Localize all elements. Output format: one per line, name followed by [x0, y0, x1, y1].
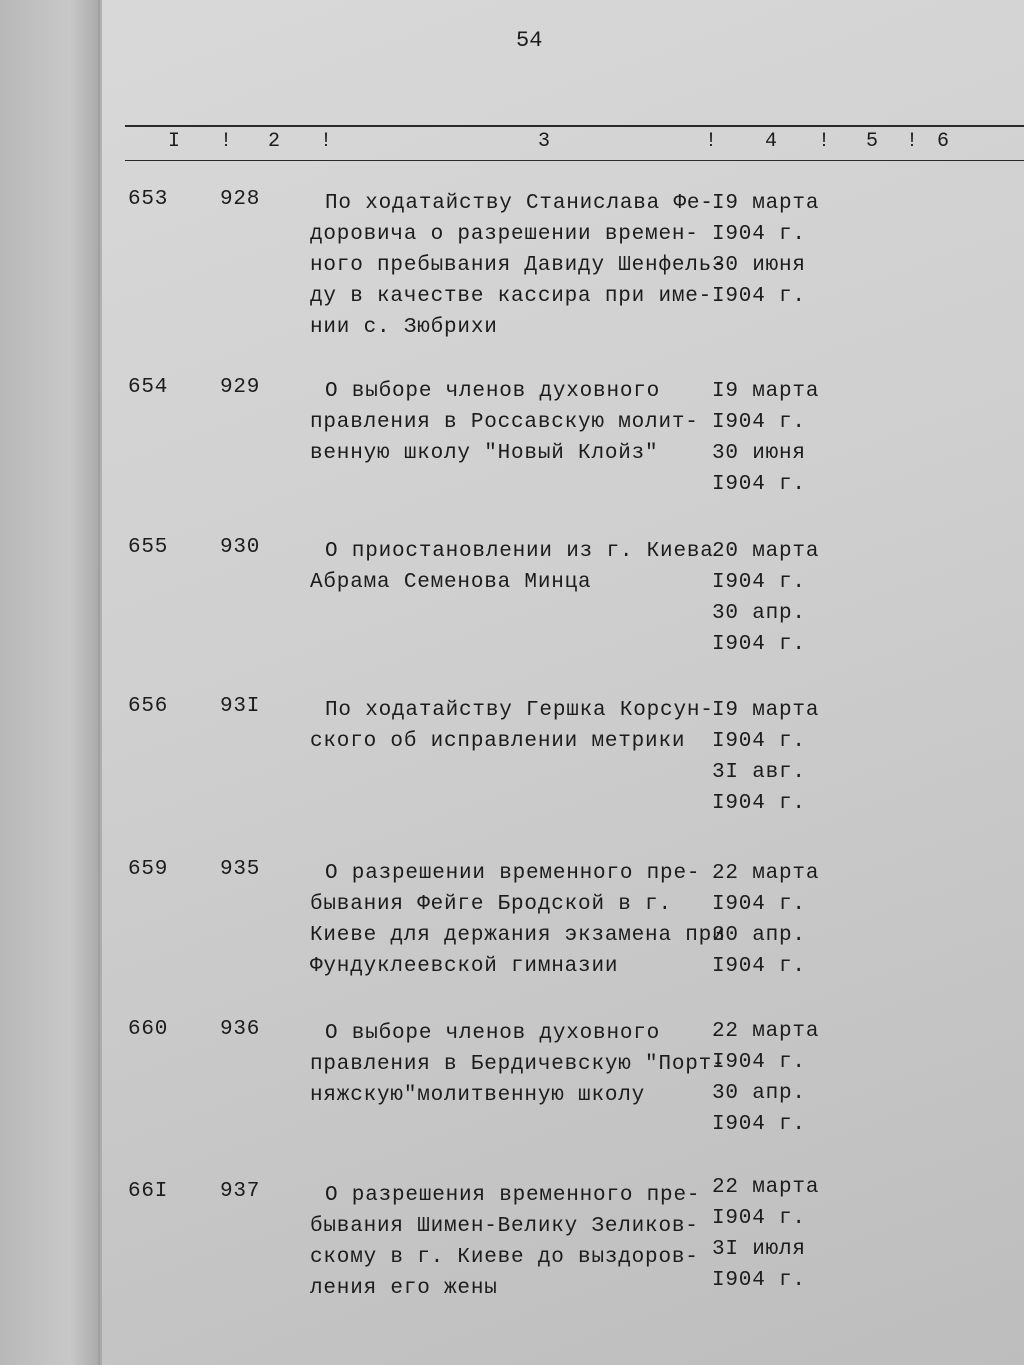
date-line: I904 г.: [712, 792, 806, 815]
record-number: 659: [128, 858, 169, 881]
case-description: [310, 1180, 730, 1304]
date-line: I904 г.: [712, 223, 806, 246]
date-range: [712, 1016, 819, 1140]
description-line: О приостановлении из г. Киева: [325, 540, 714, 563]
case-description: [310, 188, 730, 343]
record-number: 660: [128, 1018, 169, 1041]
header-top-rule: [125, 125, 1024, 127]
column-header: 2: [268, 130, 281, 153]
date-line: I9 марта: [712, 699, 820, 722]
description-line: нии с. Зюбрихи: [310, 316, 498, 339]
date-line: 22 марта: [712, 1020, 820, 1043]
description-line: О разрешении временного пре-: [325, 862, 701, 885]
record-number: 653: [128, 188, 169, 211]
column-header: 5: [866, 130, 879, 153]
record-number: 654: [128, 376, 169, 399]
file-number: 93I: [220, 695, 261, 718]
date-line: I904 г.: [712, 1269, 806, 1292]
column-header: I: [168, 130, 181, 153]
description-line: ду в качестве кассира при име-: [310, 285, 713, 308]
date-line: 30 июня: [712, 442, 806, 465]
description-line: ного пребывания Давиду Шенфель-: [310, 254, 726, 277]
description-line: доровича о разрешении времен-: [310, 223, 699, 246]
description-line: О разрешения временного пре-: [325, 1184, 701, 1207]
description-line: Фундуклеевской гимназии: [310, 955, 619, 978]
date-line: 30 апр.: [712, 924, 806, 947]
date-line: 30 июня: [712, 254, 806, 277]
description-line: бывания Фейге Бродской в г.: [310, 893, 672, 916]
date-range: [712, 188, 819, 312]
date-line: I904 г.: [712, 1207, 806, 1230]
page-fold: [98, 0, 102, 1365]
description-line: По ходатайству Станислава Фе-: [325, 192, 714, 215]
date-line: 30 апр.: [712, 1082, 806, 1105]
column-separator: !: [220, 130, 233, 153]
date-line: 20 марта: [712, 540, 820, 563]
description-line: правления в Бердичевскую "Порт-: [310, 1053, 726, 1076]
date-range: [712, 695, 819, 819]
description-line: По ходатайству Гершка Корсун-: [325, 699, 714, 722]
date-range: [712, 1172, 819, 1296]
adjacent-page-edge: [0, 0, 100, 1365]
file-number: 936: [220, 1018, 261, 1041]
date-line: I904 г.: [712, 285, 806, 308]
column-separator: !: [818, 130, 831, 153]
description-line: няжскую"молитвенную школу: [310, 1084, 646, 1107]
date-line: I904 г.: [712, 571, 806, 594]
file-number: 929: [220, 376, 261, 399]
date-line: I904 г.: [712, 473, 806, 496]
header-bottom-rule: [125, 160, 1024, 161]
date-range: [712, 376, 819, 500]
date-line: 30 апр.: [712, 602, 806, 625]
description-line: О выборе членов духовного: [325, 1022, 661, 1045]
date-range: [712, 858, 819, 982]
date-line: 22 марта: [712, 1176, 820, 1199]
file-number: 928: [220, 188, 261, 211]
description-line: Киеве для держания экзамена при: [310, 924, 726, 947]
date-line: 3I авг.: [712, 761, 806, 784]
case-description: [310, 858, 730, 982]
description-line: ления его жены: [310, 1277, 498, 1300]
column-header: 4: [765, 130, 778, 153]
column-separator: !: [705, 130, 718, 153]
description-line: ского об исправлении метрики: [310, 730, 686, 753]
page-number: 54: [516, 28, 543, 53]
description-line: скому в г. Киеве до выздоров-: [310, 1246, 699, 1269]
file-number: 935: [220, 858, 261, 881]
case-description: [310, 695, 730, 757]
description-line: правления в Россавскую молит-: [310, 411, 699, 434]
file-number: 930: [220, 536, 261, 559]
description-line: О выборе членов духовного: [325, 380, 661, 403]
description-line: Абрама Семенова Минца: [310, 571, 592, 594]
case-description: [310, 536, 730, 598]
date-range: [712, 536, 819, 660]
column-separator: !: [906, 130, 919, 153]
date-line: I904 г.: [712, 955, 806, 978]
case-description: [310, 376, 730, 469]
record-number: 656: [128, 695, 169, 718]
date-line: I9 марта: [712, 192, 820, 215]
date-line: I9 марта: [712, 380, 820, 403]
record-number: 655: [128, 536, 169, 559]
date-line: 3I июля: [712, 1238, 806, 1261]
date-line: I904 г.: [712, 730, 806, 753]
column-header: 3: [538, 130, 551, 153]
date-line: 22 марта: [712, 862, 820, 885]
date-line: I904 г.: [712, 633, 806, 656]
file-number: 937: [220, 1180, 261, 1203]
description-line: венную школу "Новый Клойз": [310, 442, 659, 465]
column-header: 6: [937, 130, 950, 153]
date-line: I904 г.: [712, 1113, 806, 1136]
date-line: I904 г.: [712, 1051, 806, 1074]
column-separator: !: [320, 130, 333, 153]
description-line: бывания Шимен-Велику Зеликов-: [310, 1215, 699, 1238]
record-number: 66I: [128, 1180, 169, 1203]
case-description: [310, 1018, 730, 1111]
date-line: I904 г.: [712, 893, 806, 916]
date-line: I904 г.: [712, 411, 806, 434]
